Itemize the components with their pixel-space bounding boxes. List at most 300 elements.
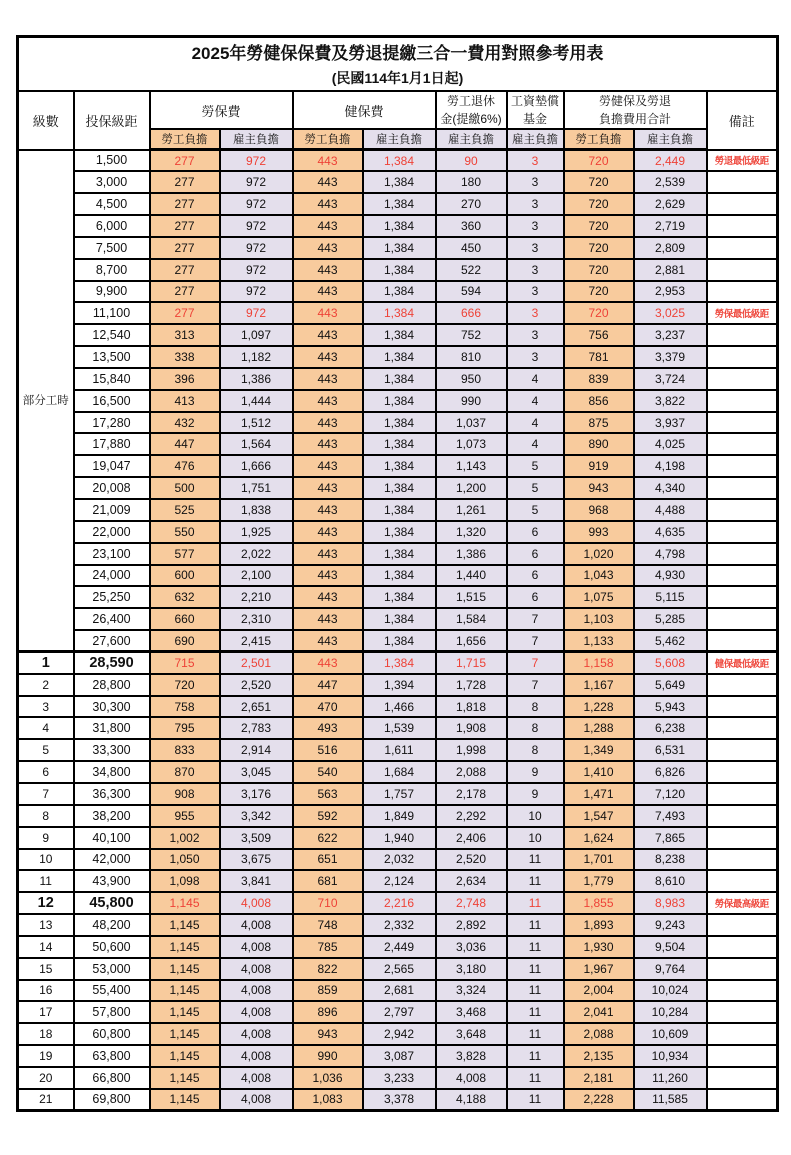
value-cell: 972 bbox=[220, 281, 293, 303]
value-cell: 3,045 bbox=[220, 761, 293, 783]
value-cell: 443 bbox=[293, 586, 363, 608]
value-cell: 2,088 bbox=[436, 761, 507, 783]
value-cell: 443 bbox=[293, 215, 363, 237]
value-cell: 4,798 bbox=[634, 543, 707, 565]
remark-cell bbox=[707, 1023, 778, 1045]
value-cell: 1,624 bbox=[564, 827, 634, 849]
value-cell: 277 bbox=[150, 237, 220, 259]
pension-line2: 金(提繳6%) bbox=[440, 112, 502, 126]
value-cell: 781 bbox=[564, 346, 634, 368]
value-cell: 443 bbox=[293, 390, 363, 412]
value-cell: 950 bbox=[436, 368, 507, 390]
value-cell: 2,681 bbox=[363, 980, 436, 1002]
remark-cell bbox=[707, 783, 778, 805]
value-cell: 550 bbox=[150, 521, 220, 543]
value-cell: 277 bbox=[150, 171, 220, 193]
remark-cell bbox=[707, 849, 778, 871]
bracket-cell: 36,300 bbox=[74, 783, 150, 805]
value-cell: 908 bbox=[150, 783, 220, 805]
value-cell: 4,008 bbox=[220, 1023, 293, 1045]
table-row bbox=[18, 412, 778, 434]
table-row bbox=[18, 390, 778, 412]
remark-cell bbox=[707, 608, 778, 630]
value-cell: 4,008 bbox=[220, 914, 293, 936]
value-cell: 4,488 bbox=[634, 499, 707, 521]
value-cell: 277 bbox=[150, 150, 220, 172]
value-cell: 1,925 bbox=[220, 521, 293, 543]
value-cell: 1,539 bbox=[363, 717, 436, 739]
value-cell: 3,468 bbox=[436, 1001, 507, 1023]
value-cell: 1,384 bbox=[363, 455, 436, 477]
level-cell: 18 bbox=[18, 1023, 74, 1045]
bracket-cell: 17,280 bbox=[74, 412, 150, 434]
value-cell: 3 bbox=[507, 193, 564, 215]
value-cell: 4 bbox=[507, 390, 564, 412]
value-cell: 2,565 bbox=[363, 958, 436, 980]
value-cell: 10,609 bbox=[634, 1023, 707, 1045]
value-cell: 90 bbox=[436, 150, 507, 172]
value-cell: 3,509 bbox=[220, 827, 293, 849]
value-cell: 1,384 bbox=[363, 608, 436, 630]
value-cell: 2,310 bbox=[220, 608, 293, 630]
bracket-cell: 27,600 bbox=[74, 630, 150, 652]
value-cell: 4 bbox=[507, 433, 564, 455]
value-cell: 1,384 bbox=[363, 302, 436, 324]
value-cell: 1,384 bbox=[363, 499, 436, 521]
value-cell: 1,410 bbox=[564, 761, 634, 783]
remark-cell bbox=[707, 477, 778, 499]
value-cell: 1,145 bbox=[150, 914, 220, 936]
value-cell: 1,145 bbox=[150, 1023, 220, 1045]
level-cell: 20 bbox=[18, 1067, 74, 1089]
value-cell: 1,757 bbox=[363, 783, 436, 805]
value-cell: 2,914 bbox=[220, 739, 293, 761]
value-cell: 1,075 bbox=[564, 586, 634, 608]
table-row bbox=[18, 958, 778, 980]
bracket-cell: 20,008 bbox=[74, 477, 150, 499]
value-cell: 7 bbox=[507, 674, 564, 696]
value-cell: 2,634 bbox=[436, 870, 507, 892]
value-cell: 8,983 bbox=[634, 892, 707, 914]
value-cell: 443 bbox=[293, 630, 363, 652]
value-cell: 443 bbox=[293, 652, 363, 674]
title-block bbox=[18, 37, 778, 92]
remark-cell bbox=[707, 936, 778, 958]
table-row bbox=[18, 193, 778, 215]
value-cell: 1,043 bbox=[564, 565, 634, 587]
value-cell: 1,611 bbox=[363, 739, 436, 761]
value-cell: 443 bbox=[293, 477, 363, 499]
value-cell: 5 bbox=[507, 499, 564, 521]
remark-cell bbox=[707, 346, 778, 368]
value-cell: 11 bbox=[507, 870, 564, 892]
bracket-cell: 69,800 bbox=[74, 1089, 150, 1111]
table-row bbox=[18, 477, 778, 499]
bracket-cell: 38,200 bbox=[74, 805, 150, 827]
value-cell: 11 bbox=[507, 958, 564, 980]
value-cell: 2,100 bbox=[220, 565, 293, 587]
value-cell: 10,284 bbox=[634, 1001, 707, 1023]
value-cell: 447 bbox=[150, 433, 220, 455]
bracket-cell: 26,400 bbox=[74, 608, 150, 630]
subheader-pension-employer-share: 雇主負擔 bbox=[436, 129, 507, 150]
bracket-cell: 66,800 bbox=[74, 1067, 150, 1089]
remark-cell bbox=[707, 281, 778, 303]
value-cell: 990 bbox=[293, 1045, 363, 1067]
value-cell: 3,025 bbox=[634, 302, 707, 324]
value-cell: 443 bbox=[293, 259, 363, 281]
remark-cell bbox=[707, 455, 778, 477]
remark-cell bbox=[707, 586, 778, 608]
value-cell: 1,020 bbox=[564, 543, 634, 565]
value-cell: 443 bbox=[293, 433, 363, 455]
value-cell: 1,200 bbox=[436, 477, 507, 499]
value-cell: 443 bbox=[293, 521, 363, 543]
col-header-wage-fund bbox=[507, 91, 564, 129]
bracket-cell: 12,540 bbox=[74, 324, 150, 346]
value-cell: 3 bbox=[507, 259, 564, 281]
value-cell: 4,188 bbox=[436, 1089, 507, 1111]
value-cell: 1,349 bbox=[564, 739, 634, 761]
value-cell: 1,288 bbox=[564, 717, 634, 739]
value-cell: 5,115 bbox=[634, 586, 707, 608]
value-cell: 690 bbox=[150, 630, 220, 652]
bracket-cell: 43,900 bbox=[74, 870, 150, 892]
table-row bbox=[18, 914, 778, 936]
value-cell: 1,002 bbox=[150, 827, 220, 849]
table-row bbox=[18, 739, 778, 761]
value-cell: 11 bbox=[507, 1067, 564, 1089]
value-cell: 9,764 bbox=[634, 958, 707, 980]
level-cell: 4 bbox=[18, 717, 74, 739]
value-cell: 715 bbox=[150, 652, 220, 674]
value-cell: 2,783 bbox=[220, 717, 293, 739]
value-cell: 1,893 bbox=[564, 914, 634, 936]
value-cell: 720 bbox=[564, 193, 634, 215]
col-header-total bbox=[564, 91, 707, 129]
bracket-cell: 9,900 bbox=[74, 281, 150, 303]
value-cell: 4,198 bbox=[634, 455, 707, 477]
value-cell: 277 bbox=[150, 193, 220, 215]
value-cell: 1,083 bbox=[293, 1089, 363, 1111]
value-cell: 4,008 bbox=[220, 1001, 293, 1023]
value-cell: 3,342 bbox=[220, 805, 293, 827]
subheader-total-employer-share: 雇主負擔 bbox=[634, 129, 707, 150]
value-cell: 5,649 bbox=[634, 674, 707, 696]
value-cell: 2,032 bbox=[363, 849, 436, 871]
table-row bbox=[18, 499, 778, 521]
value-cell: 443 bbox=[293, 455, 363, 477]
value-cell: 11 bbox=[507, 1001, 564, 1023]
col-header-remark: 備註 bbox=[707, 91, 778, 150]
remark-cell bbox=[707, 412, 778, 434]
bracket-cell: 7,500 bbox=[74, 237, 150, 259]
value-cell: 1,666 bbox=[220, 455, 293, 477]
value-cell: 7 bbox=[507, 652, 564, 674]
value-cell: 2,501 bbox=[220, 652, 293, 674]
value-cell: 2,809 bbox=[634, 237, 707, 259]
value-cell: 1,036 bbox=[293, 1067, 363, 1089]
value-cell: 1,818 bbox=[436, 696, 507, 718]
table-row bbox=[18, 630, 778, 652]
value-cell: 822 bbox=[293, 958, 363, 980]
value-cell: 7,120 bbox=[634, 783, 707, 805]
value-cell: 651 bbox=[293, 849, 363, 871]
value-cell: 443 bbox=[293, 193, 363, 215]
remark-cell bbox=[707, 1045, 778, 1067]
value-cell: 1,167 bbox=[564, 674, 634, 696]
value-cell: 972 bbox=[220, 237, 293, 259]
remark-cell bbox=[707, 739, 778, 761]
value-cell: 4,008 bbox=[220, 958, 293, 980]
value-cell: 2,135 bbox=[564, 1045, 634, 1067]
level-cell: 13 bbox=[18, 914, 74, 936]
remark-cell bbox=[707, 630, 778, 652]
value-cell: 11 bbox=[507, 1045, 564, 1067]
value-cell: 277 bbox=[150, 302, 220, 324]
value-cell: 1,145 bbox=[150, 892, 220, 914]
part-time-label-cell: 部分工時 bbox=[18, 150, 74, 652]
value-cell: 1,133 bbox=[564, 630, 634, 652]
col-header-bracket: 投保級距 bbox=[74, 91, 150, 150]
bracket-cell: 50,600 bbox=[74, 936, 150, 958]
value-cell: 11 bbox=[507, 1089, 564, 1111]
bracket-cell: 40,100 bbox=[74, 827, 150, 849]
value-cell: 972 bbox=[220, 302, 293, 324]
table-row bbox=[18, 237, 778, 259]
value-cell: 1,855 bbox=[564, 892, 634, 914]
bracket-cell: 28,800 bbox=[74, 674, 150, 696]
subheader-labor-ins-labor-share: 勞工負擔 bbox=[150, 129, 220, 150]
value-cell: 3,176 bbox=[220, 783, 293, 805]
value-cell: 2,892 bbox=[436, 914, 507, 936]
value-cell: 2,415 bbox=[220, 630, 293, 652]
value-cell: 2,406 bbox=[436, 827, 507, 849]
value-cell: 4 bbox=[507, 368, 564, 390]
value-cell: 1,384 bbox=[363, 324, 436, 346]
value-cell: 1,182 bbox=[220, 346, 293, 368]
value-cell: 890 bbox=[564, 433, 634, 455]
remark-cell bbox=[707, 521, 778, 543]
bracket-cell: 33,300 bbox=[74, 739, 150, 761]
value-cell: 563 bbox=[293, 783, 363, 805]
value-cell: 443 bbox=[293, 324, 363, 346]
value-cell: 7 bbox=[507, 608, 564, 630]
value-cell: 1,145 bbox=[150, 1045, 220, 1067]
value-cell: 2,332 bbox=[363, 914, 436, 936]
value-cell: 720 bbox=[564, 259, 634, 281]
value-cell: 943 bbox=[293, 1023, 363, 1045]
value-cell: 4,025 bbox=[634, 433, 707, 455]
value-cell: 11 bbox=[507, 980, 564, 1002]
value-cell: 3,724 bbox=[634, 368, 707, 390]
value-cell: 955 bbox=[150, 805, 220, 827]
level-cell: 10 bbox=[18, 849, 74, 871]
table-row bbox=[18, 696, 778, 718]
level-cell: 12 bbox=[18, 892, 74, 914]
value-cell: 833 bbox=[150, 739, 220, 761]
value-cell: 2,942 bbox=[363, 1023, 436, 1045]
value-cell: 1,145 bbox=[150, 958, 220, 980]
value-cell: 1,050 bbox=[150, 849, 220, 871]
value-cell: 7,865 bbox=[634, 827, 707, 849]
value-cell: 3,036 bbox=[436, 936, 507, 958]
value-cell: 277 bbox=[150, 281, 220, 303]
remark-cell bbox=[707, 215, 778, 237]
value-cell: 4,008 bbox=[220, 980, 293, 1002]
value-cell: 450 bbox=[436, 237, 507, 259]
value-cell: 1,394 bbox=[363, 674, 436, 696]
value-cell: 720 bbox=[564, 237, 634, 259]
table-row bbox=[18, 805, 778, 827]
bracket-cell: 30,300 bbox=[74, 696, 150, 718]
remark-cell: 勞退最低級距 bbox=[707, 150, 778, 172]
value-cell: 10 bbox=[507, 805, 564, 827]
table-row bbox=[18, 783, 778, 805]
level-cell: 21 bbox=[18, 1089, 74, 1111]
value-cell: 1,384 bbox=[363, 521, 436, 543]
bracket-cell: 63,800 bbox=[74, 1045, 150, 1067]
remark-cell bbox=[707, 696, 778, 718]
value-cell: 4,635 bbox=[634, 521, 707, 543]
table-body bbox=[18, 150, 778, 1111]
table-row bbox=[18, 717, 778, 739]
remark-cell bbox=[707, 193, 778, 215]
bracket-cell: 11,100 bbox=[74, 302, 150, 324]
value-cell: 10 bbox=[507, 827, 564, 849]
table-row bbox=[18, 521, 778, 543]
value-cell: 11 bbox=[507, 849, 564, 871]
value-cell: 1,145 bbox=[150, 1001, 220, 1023]
value-cell: 1,384 bbox=[363, 586, 436, 608]
header-row-groups bbox=[18, 91, 778, 110]
value-cell: 1,701 bbox=[564, 849, 634, 871]
value-cell: 2,719 bbox=[634, 215, 707, 237]
bracket-cell: 8,700 bbox=[74, 259, 150, 281]
table-row bbox=[18, 368, 778, 390]
value-cell: 1,145 bbox=[150, 980, 220, 1002]
table-row bbox=[18, 565, 778, 587]
table-row bbox=[18, 1045, 778, 1067]
value-cell: 859 bbox=[293, 980, 363, 1002]
value-cell: 443 bbox=[293, 346, 363, 368]
level-cell: 2 bbox=[18, 674, 74, 696]
table-row bbox=[18, 586, 778, 608]
value-cell: 443 bbox=[293, 543, 363, 565]
value-cell: 594 bbox=[436, 281, 507, 303]
value-cell: 1,998 bbox=[436, 739, 507, 761]
value-cell: 5,608 bbox=[634, 652, 707, 674]
value-cell: 6,826 bbox=[634, 761, 707, 783]
value-cell: 443 bbox=[293, 608, 363, 630]
remark-cell bbox=[707, 1067, 778, 1089]
bracket-cell: 57,800 bbox=[74, 1001, 150, 1023]
table-row bbox=[18, 980, 778, 1002]
value-cell: 2,449 bbox=[634, 150, 707, 172]
value-cell: 1,384 bbox=[363, 565, 436, 587]
value-cell: 720 bbox=[564, 150, 634, 172]
value-cell: 443 bbox=[293, 171, 363, 193]
col-header-labor-insurance: 勞保費 bbox=[150, 91, 293, 129]
value-cell: 11 bbox=[507, 936, 564, 958]
value-cell: 6,238 bbox=[634, 717, 707, 739]
value-cell: 3,378 bbox=[363, 1089, 436, 1111]
value-cell: 1,715 bbox=[436, 652, 507, 674]
value-cell: 3 bbox=[507, 346, 564, 368]
table-row bbox=[18, 281, 778, 303]
value-cell: 432 bbox=[150, 412, 220, 434]
level-cell: 3 bbox=[18, 696, 74, 718]
bracket-cell: 53,000 bbox=[74, 958, 150, 980]
value-cell: 3,087 bbox=[363, 1045, 436, 1067]
remark-cell bbox=[707, 958, 778, 980]
value-cell: 4,008 bbox=[220, 1067, 293, 1089]
value-cell: 6 bbox=[507, 565, 564, 587]
value-cell: 856 bbox=[564, 390, 634, 412]
value-cell: 443 bbox=[293, 281, 363, 303]
value-cell: 1,261 bbox=[436, 499, 507, 521]
value-cell: 1,145 bbox=[150, 1067, 220, 1089]
table-row bbox=[18, 936, 778, 958]
level-cell: 8 bbox=[18, 805, 74, 827]
table-row bbox=[18, 870, 778, 892]
value-cell: 3,828 bbox=[436, 1045, 507, 1067]
value-cell: 993 bbox=[564, 521, 634, 543]
subheader-total-labor-share: 勞工負擔 bbox=[564, 129, 634, 150]
value-cell: 1,564 bbox=[220, 433, 293, 455]
value-cell: 622 bbox=[293, 827, 363, 849]
value-cell: 7 bbox=[507, 630, 564, 652]
value-cell: 3,841 bbox=[220, 870, 293, 892]
remark-cell bbox=[707, 827, 778, 849]
value-cell: 10,934 bbox=[634, 1045, 707, 1067]
value-cell: 443 bbox=[293, 150, 363, 172]
value-cell: 443 bbox=[293, 499, 363, 521]
value-cell: 720 bbox=[564, 302, 634, 324]
value-cell: 11 bbox=[507, 892, 564, 914]
subheader-health-ins-employer-share: 雇主負擔 bbox=[363, 129, 436, 150]
value-cell: 1,751 bbox=[220, 477, 293, 499]
value-cell: 2,449 bbox=[363, 936, 436, 958]
value-cell: 7,493 bbox=[634, 805, 707, 827]
value-cell: 1,384 bbox=[363, 433, 436, 455]
value-cell: 1,384 bbox=[363, 215, 436, 237]
table-row bbox=[18, 761, 778, 783]
table-row bbox=[18, 302, 778, 324]
value-cell: 3,379 bbox=[634, 346, 707, 368]
value-cell: 1,145 bbox=[150, 1089, 220, 1111]
value-cell: 1,849 bbox=[363, 805, 436, 827]
value-cell: 3 bbox=[507, 302, 564, 324]
value-cell: 4,008 bbox=[220, 892, 293, 914]
value-cell: 756 bbox=[564, 324, 634, 346]
bracket-cell: 55,400 bbox=[74, 980, 150, 1002]
level-cell: 6 bbox=[18, 761, 74, 783]
value-cell: 4,930 bbox=[634, 565, 707, 587]
value-cell: 1,444 bbox=[220, 390, 293, 412]
value-cell: 5,285 bbox=[634, 608, 707, 630]
value-cell: 810 bbox=[436, 346, 507, 368]
value-cell: 1,384 bbox=[363, 412, 436, 434]
value-cell: 2,088 bbox=[564, 1023, 634, 1045]
level-cell: 9 bbox=[18, 827, 74, 849]
value-cell: 4,340 bbox=[634, 477, 707, 499]
value-cell: 2,539 bbox=[634, 171, 707, 193]
value-cell: 2,651 bbox=[220, 696, 293, 718]
remark-cell bbox=[707, 805, 778, 827]
value-cell: 1,384 bbox=[363, 259, 436, 281]
value-cell: 3 bbox=[507, 171, 564, 193]
